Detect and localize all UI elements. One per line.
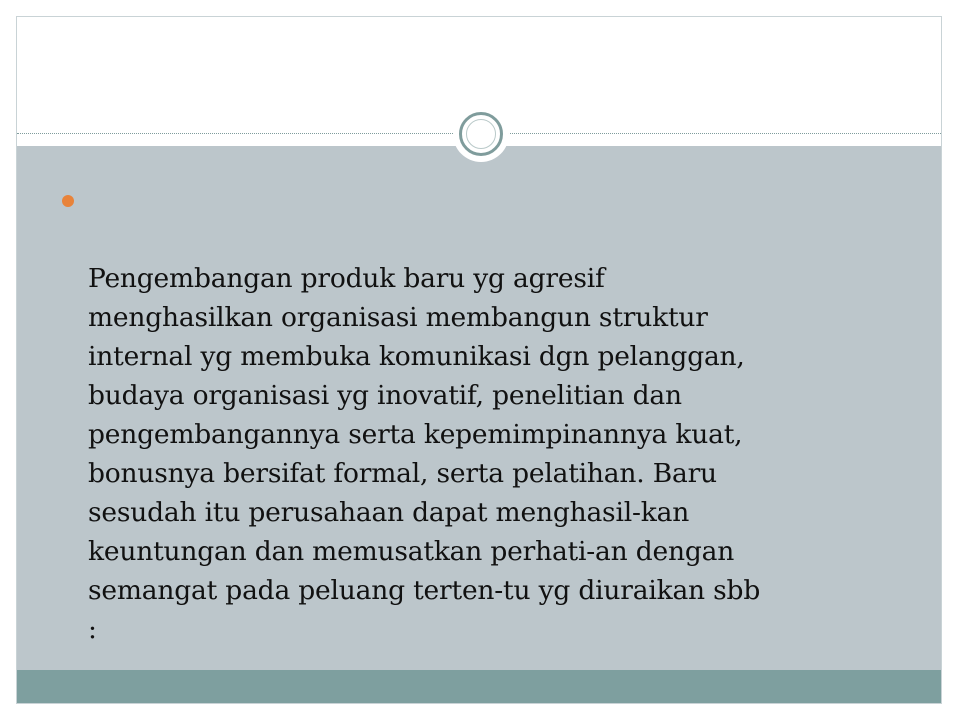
ornament-ring (459, 112, 503, 156)
bullet-list (62, 181, 902, 649)
footer-bar (17, 670, 941, 703)
bullet-item (62, 181, 902, 649)
bullet-text: Pengembangan produk baru yg agresif menghasilkan organisasi membangun struktur internal yg membuka komunikasi dgn pelanggan, budaya organisasi yg inovatif, penelitian dan pengembangannya serta kepemimpinannya kuat, bonusnya bersifat formal, serta pelatihan. Baru sesudah itu perusahaan dapat menghasil-kan keuntungan dan memusatkan perhati-an dengan semangat pada peluang terten-tu yg diuraikan sbb : (88, 263, 761, 645)
ornament-ring-inner (466, 119, 496, 149)
circle-ornament-icon (453, 106, 509, 162)
bullet-dot-icon (62, 195, 74, 207)
